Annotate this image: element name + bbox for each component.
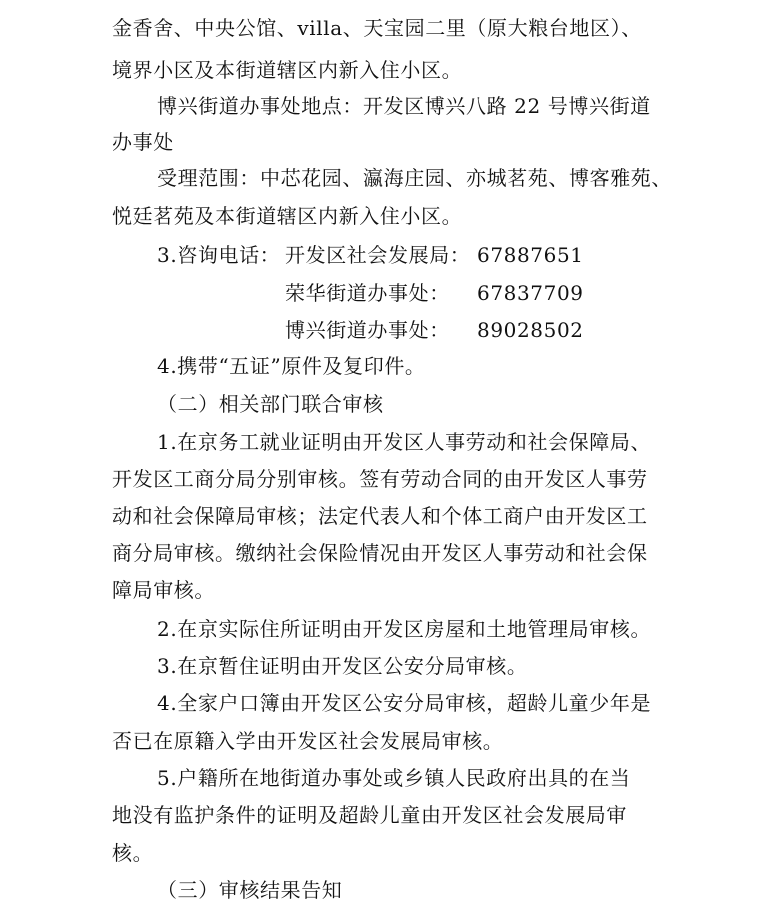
list-item: 3.在京暂住证明由开发区公安分局审核。 [157, 654, 528, 678]
contact-phone: 67887651 [477, 243, 584, 267]
paragraph-line: 商分局审核。缴纳社会保险情况由开发区人事劳动和社会保 [112, 541, 648, 565]
contact-phone: 89028502 [477, 318, 584, 342]
list-item: 4.携带“五证”原件及复印件。 [157, 354, 426, 378]
list-item: 2.在京实际住所证明由开发区房屋和土地管理局审核。 [157, 617, 652, 641]
paragraph-line: 悦廷茗苑及本街道辖区内新入住小区。 [112, 204, 463, 228]
contact-phone: 67837709 [477, 281, 584, 305]
section-heading: （三）审核结果告知 [157, 878, 343, 902]
paragraph-line: 地没有监护条件的证明及超龄儿童由开发区社会发展局审 [112, 803, 627, 827]
paragraph-line: 障局审核。 [112, 578, 215, 602]
paragraph-line: 金香舍、中央公馆、villa、天宝园二里（原大粮台地区）、 [112, 16, 642, 40]
paragraph-line: 博兴街道办事处地点：开发区博兴八路 22 号博兴街道 [157, 94, 651, 118]
contact-name: 博兴街道办事处： [285, 318, 450, 342]
contact-name: 开发区社会发展局： [285, 243, 471, 267]
paragraph-line: 否已在原籍入学由开发区社会发展局审核。 [112, 729, 504, 753]
paragraph-line: 1.在京务工就业证明由开发区人事劳动和社会保障局、 [157, 430, 652, 454]
paragraph-line: 4.全家户口簿由开发区公安分局审核，超龄儿童少年是 [157, 691, 652, 715]
paragraph-line: 核。 [112, 841, 154, 865]
paragraph-line: 动和社会保障局审核；法定代表人和个体工商户由开发区工 [112, 504, 648, 528]
paragraph-line: 办事处 [112, 130, 174, 154]
contact-label: 3.咨询电话： [157, 243, 281, 267]
paragraph-line: 受理范围：中芯花园、瀛海庄园、亦城茗苑、博客雅苑、 [157, 166, 672, 190]
contact-name: 荣华街道办事处： [285, 281, 450, 305]
paragraph-line: 境界小区及本街道辖区内新入住小区。 [112, 58, 463, 82]
section-heading: （二）相关部门联合审核 [157, 392, 384, 416]
paragraph-line: 开发区工商分局分别审核。签有劳动合同的由开发区人事劳 [112, 467, 648, 491]
paragraph-line: 5.户籍所在地街道办事处或乡镇人民政府出具的在当 [157, 766, 631, 790]
